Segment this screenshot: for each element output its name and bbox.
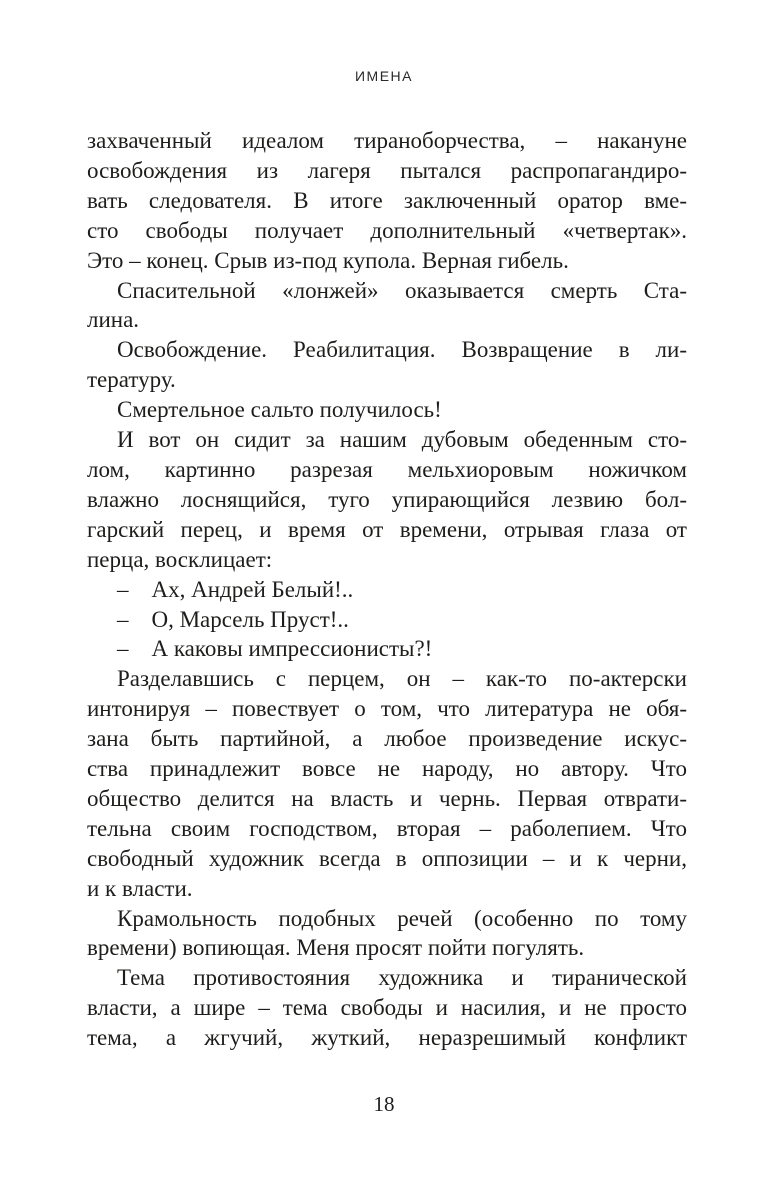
text-line: и к власти. [87,875,193,901]
text-line: Спасительной «лонжей» оказывается смерть Ста- [117,277,687,303]
text-line: лом, картинно разрезая мельхиоровым ножичком [87,456,687,482]
page-number: 18 [373,1092,395,1116]
text-line: Тема противостояния художника и тиранической [117,965,687,991]
text-line: свободный художник всегда в оппозиции – и к черни, [87,845,687,871]
text-line: – А каковы импрессионисты?! [117,636,433,662]
text-line: времени) вопиющая. Меня просят пойти погулять. [87,935,585,961]
text-line: гарский перец, и время от времени, отрывая глаза от [87,516,687,542]
text-line: Это – конец. Срыв из-под купола. Верная гибель. [87,247,569,273]
text-line: тема, а жгучий, жуткий, неразрешимый конфликт [87,1025,687,1051]
running-title: ИМЕНА [354,68,413,84]
text-line: Смертельное сальто получилось! [117,397,442,423]
text-line: Разделавшись с перцем, он – как-то по-актерски [117,666,687,692]
text-line: – Ах, Андрей Белый!.. [117,576,354,602]
text-line: ства принадлежит вовсе не народу, но автору. Что [87,756,687,782]
text-line: влажно лоснящийся, туго упирающийся лезвию бол- [87,486,687,512]
text-line: сто свободы получает дополнительный «четвертак». [87,217,687,243]
text-line: освобождения из лагеря пытался распропагандиро- [87,157,687,183]
text-line: перца, восклицает: [87,546,273,572]
text-line: – О, Марсель Пруст!.. [117,606,349,632]
text-line: тературу. [87,367,176,393]
text-line: Освобождение. Реабилитация. Возвращение в ли- [117,337,687,363]
text-line: общество делится на власть и чернь. Первая отврати- [87,785,687,811]
text-line: зана быть партийной, а любое произведение искус- [87,726,687,752]
text-line: Крамольность подобных речей (особенно по тому [117,905,687,931]
text-line: И вот он сидит за нашим дубовым обеденным сто- [117,427,687,453]
text-line: захваченный идеалом тираноборчества, – накануне [87,128,687,153]
text-line: интонируя – повествует о том, что литература не обя- [87,696,687,722]
text-line: лина. [87,307,140,333]
body-text [87,126,687,1053]
text-line: вать следователя. В итоге заключенный оратор вме- [87,187,687,213]
text-line: власти, а шире – тема свободы и насилия, и не просто [87,995,687,1021]
text-line: тельна своим господством, вторая – раболепием. Что [87,815,687,841]
